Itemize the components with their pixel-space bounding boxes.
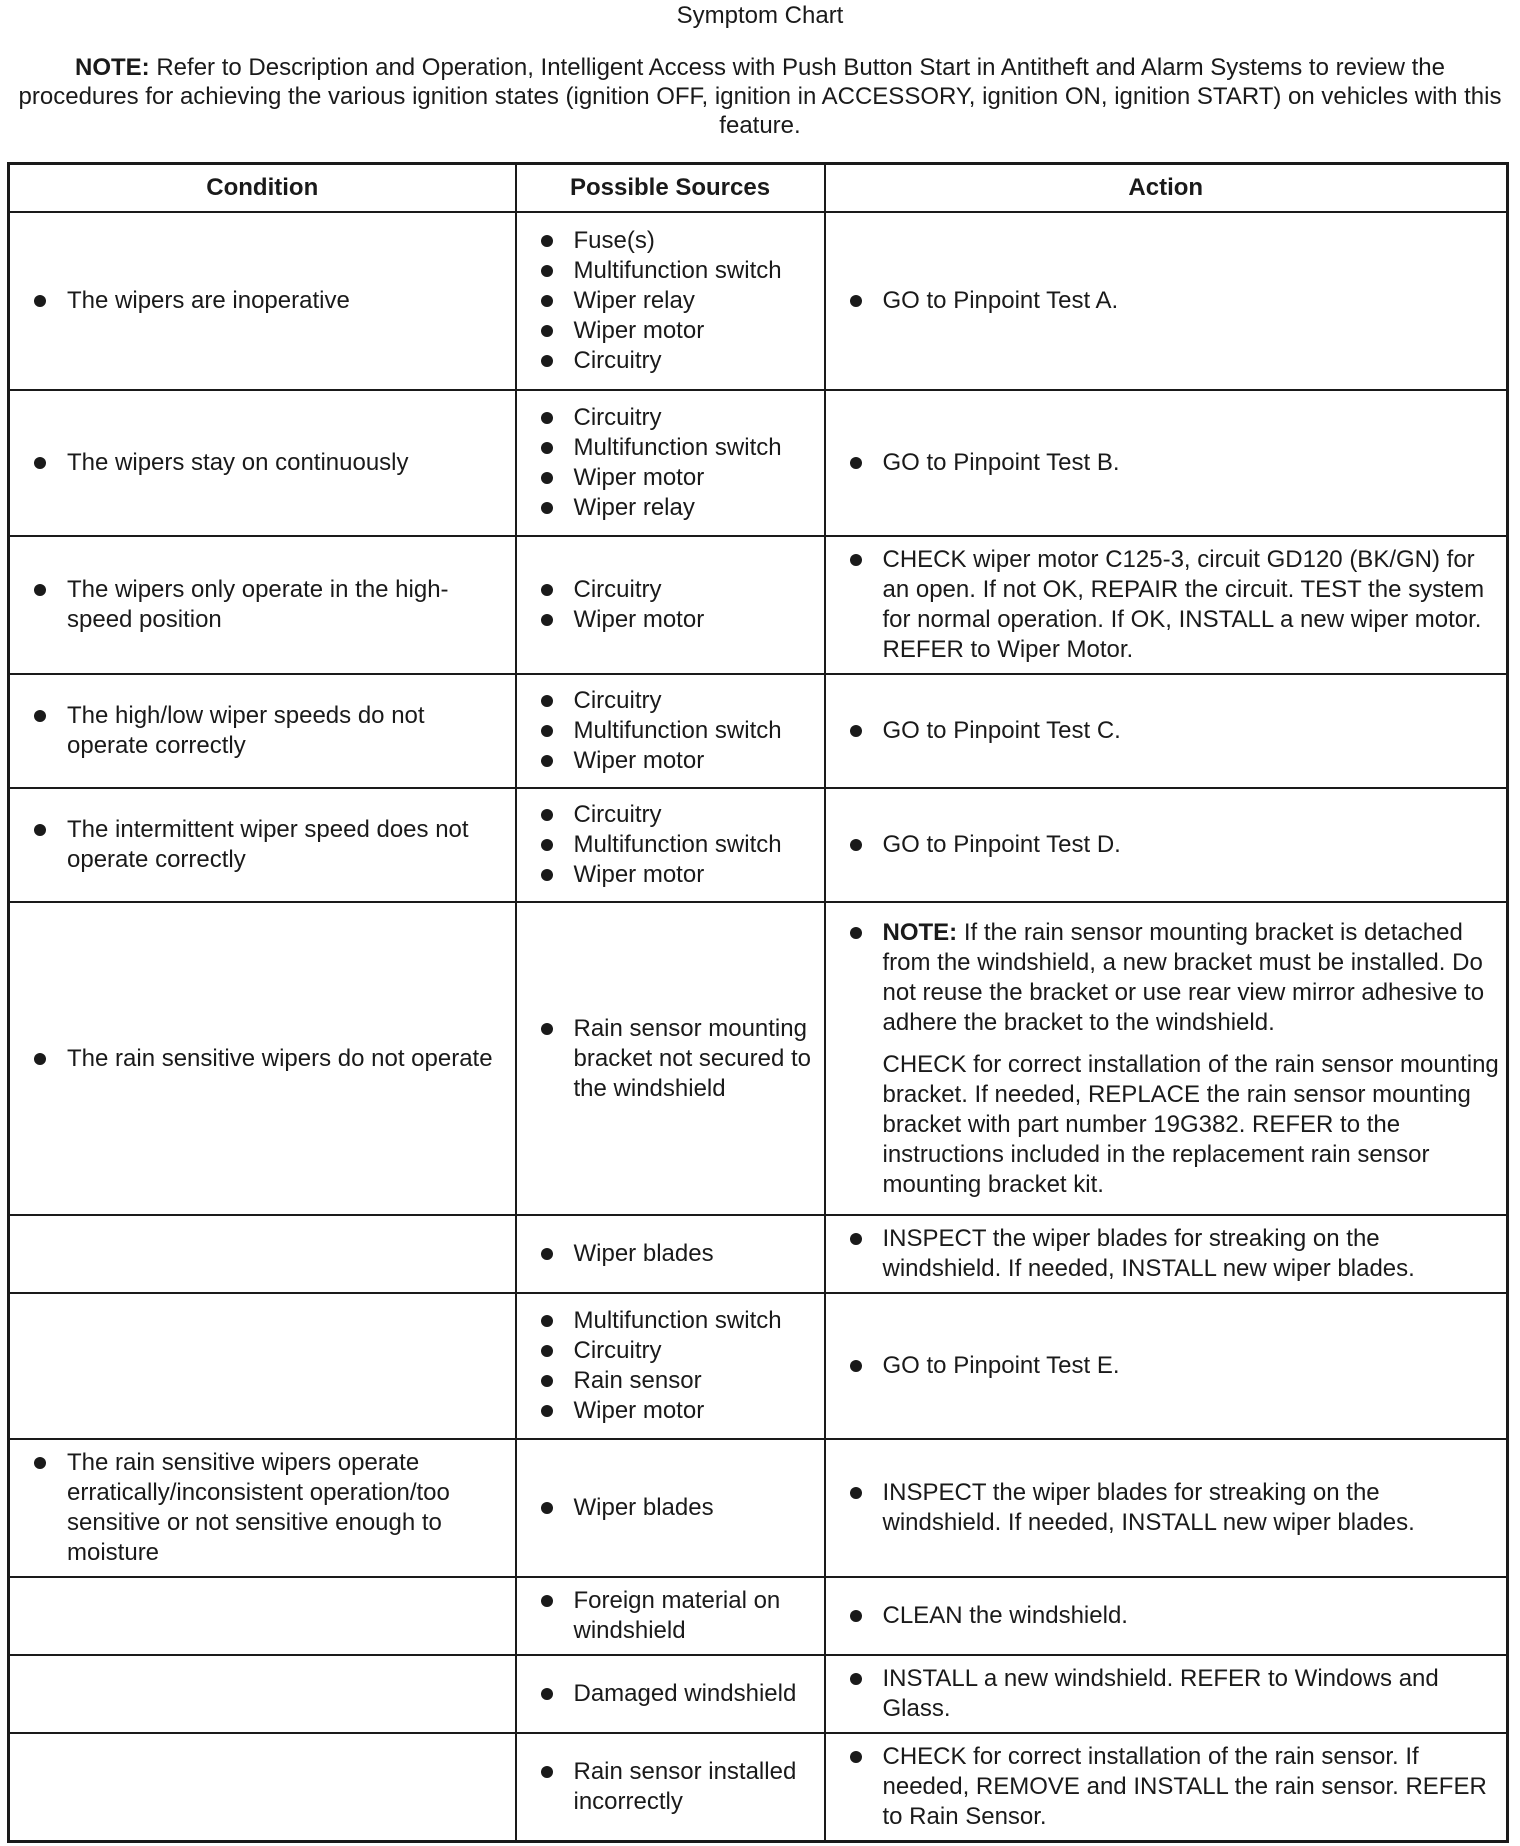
source-item: Circuitry — [541, 403, 820, 433]
source-item: Multifunction switch — [541, 1306, 820, 1336]
action-item — [850, 286, 1503, 316]
table-row — [9, 1733, 1508, 1841]
action-text: GO to Pinpoint Test A. — [882, 287, 1119, 314]
note-label: NOTE: — [75, 54, 150, 81]
table-row — [9, 1577, 1508, 1655]
action-item — [850, 830, 1503, 860]
action-text: CHECK for correct installation of the rain sensor mounting bracket. If needed, REPLACE the rain sensor mounting bracket with part number 19G382. REFER to the instructions included in the replacement rain sensor mounting bracket kit. — [882, 1050, 1499, 1198]
condition-cell — [9, 1655, 516, 1733]
table-row — [9, 1215, 1508, 1293]
condition-cell — [9, 536, 516, 674]
source-item: Multifunction switch — [541, 256, 820, 286]
action-item — [850, 1224, 1503, 1284]
table-body — [9, 212, 1508, 1841]
table-row — [9, 674, 1508, 788]
action-text: CLEAN the windshield. — [882, 1602, 1128, 1629]
sources-cell — [516, 1577, 825, 1655]
action-cell — [825, 390, 1508, 536]
source-item: Wiper motor — [541, 1396, 820, 1426]
page-title: Symptom Chart — [676, 2, 844, 29]
sources-cell — [516, 902, 825, 1215]
source-item: Wiper relay — [541, 493, 820, 523]
source-item: Wiper motor — [541, 860, 820, 890]
action-cell — [825, 674, 1508, 788]
source-item: Multifunction switch — [541, 716, 820, 746]
source-item: Multifunction switch — [541, 830, 820, 860]
header-row — [9, 164, 1508, 213]
action-cell — [825, 1439, 1508, 1577]
sources-cell — [516, 1293, 825, 1439]
note-text: Refer to Description and Operation, Intelligent Access with Push Button Start in Antitheft and Alarm Systems to review the procedures for achieving the various ignition states (ignition OFF, ignition in ACCESSORY, ignition ON, ignition START) on vehicles with this feature. — [18, 54, 1502, 139]
action-text: GO to Pinpoint Test E. — [882, 1352, 1120, 1379]
source-item: Wiper blades — [541, 1239, 820, 1269]
action-cell — [825, 212, 1508, 390]
action-cell — [825, 1655, 1508, 1733]
condition-cell — [9, 212, 516, 390]
condition-cell — [9, 1577, 516, 1655]
sources-cell — [516, 674, 825, 788]
symptom-chart-table — [7, 162, 1509, 1843]
table-row — [9, 1655, 1508, 1733]
action-item — [850, 716, 1503, 746]
source-item: Wiper motor — [541, 316, 820, 346]
header-action: Action — [825, 164, 1508, 213]
condition-text: The intermittent wiper speed does not operate correctly — [34, 815, 511, 875]
action-item — [850, 1351, 1503, 1381]
table-row — [9, 390, 1508, 536]
action-note-text: If the rain sensor mounting bracket is detached from the windshield, a new bracket must be installed. Do not reuse the bracket or use rear view mirror adhesive to adhere the bracket to the windshield. — [882, 918, 1485, 1036]
header-possible-sources: Possible Sources — [516, 164, 825, 213]
action-item — [850, 918, 1503, 1200]
action-text: GO to Pinpoint Test C. — [882, 717, 1121, 744]
condition-cell — [9, 1293, 516, 1439]
condition-text: The wipers only operate in the high-speed position — [34, 575, 511, 635]
action-cell — [825, 1733, 1508, 1841]
sources-cell — [516, 212, 825, 390]
action-text: GO to Pinpoint Test D. — [882, 831, 1121, 858]
condition-text: The wipers stay on continuously — [34, 448, 511, 478]
condition-cell — [9, 902, 516, 1215]
sources-cell — [516, 1439, 825, 1577]
source-item: Fuse(s) — [541, 226, 820, 256]
source-item: Wiper motor — [541, 463, 820, 493]
condition-cell — [9, 1439, 516, 1577]
action-cell — [825, 1215, 1508, 1293]
action-cell — [825, 902, 1508, 1215]
sources-cell — [516, 1655, 825, 1733]
source-item: Foreign material on windshield — [541, 1586, 820, 1646]
source-item: Circuitry — [541, 346, 820, 376]
table-row — [9, 902, 1508, 1215]
action-text: CHECK wiper motor C125-3, circuit GD120 (BK/GN) for an open. If not OK, REPAIR the circuit. TEST the system for normal operation. If OK, INSTALL a new wiper motor. REFER to Wiper Motor. — [882, 546, 1485, 663]
condition-text: The rain sensitive wipers operate erratically/inconsistent operation/too sensitive or not sensitive enough to moisture — [34, 1448, 511, 1568]
source-item: Rain sensor installed incorrectly — [541, 1757, 820, 1817]
source-item: Rain sensor mounting bracket not secured to the windshield — [541, 1014, 820, 1104]
source-item: Wiper relay — [541, 286, 820, 316]
header-condition: Condition — [9, 164, 516, 213]
action-note-label: NOTE: — [882, 918, 958, 946]
condition-text: The high/low wiper speeds do not operate correctly — [34, 701, 511, 761]
source-item: Wiper blades — [541, 1493, 820, 1523]
source-item: Circuitry — [541, 686, 820, 716]
intro-note — [18, 53, 1502, 140]
condition-cell — [9, 788, 516, 902]
table-row — [9, 536, 1508, 674]
action-text: CHECK for correct installation of the rain sensor. If needed, REMOVE and INSTALL the rain sensor. REFER to Rain Sensor. — [882, 1742, 1487, 1830]
action-cell — [825, 1577, 1508, 1655]
sources-cell — [516, 788, 825, 902]
condition-text: The wipers are inoperative — [34, 286, 511, 316]
action-text: INSTALL a new windshield. REFER to Windows and Glass. — [882, 1665, 1439, 1722]
source-item: Multifunction switch — [541, 433, 820, 463]
action-cell — [825, 788, 1508, 902]
source-item: Wiper motor — [541, 605, 820, 635]
action-item — [850, 1478, 1503, 1538]
table-row — [9, 1293, 1508, 1439]
sources-cell — [516, 390, 825, 536]
action-item — [850, 545, 1503, 665]
table-row — [9, 788, 1508, 902]
sources-cell — [516, 536, 825, 674]
action-item — [850, 1664, 1503, 1724]
sources-cell — [516, 1215, 825, 1293]
action-note — [883, 918, 1503, 1038]
table-row — [9, 1439, 1508, 1577]
action-cell — [825, 536, 1508, 674]
action-text: INSPECT the wiper blades for streaking on the windshield. If needed, INSTALL new wiper blades. — [882, 1225, 1415, 1282]
source-item: Damaged windshield — [541, 1679, 820, 1709]
condition-cell — [9, 390, 516, 536]
action-item — [850, 448, 1503, 478]
condition-cell — [9, 1733, 516, 1841]
action-cell — [825, 1293, 1508, 1439]
condition-text: The rain sensitive wipers do not operate — [34, 1044, 511, 1074]
condition-cell — [9, 674, 516, 788]
action-text: GO to Pinpoint Test B. — [882, 449, 1120, 476]
source-item: Circuitry — [541, 800, 820, 830]
action-item — [850, 1601, 1503, 1631]
table-row — [9, 212, 1508, 390]
action-item — [850, 1742, 1503, 1832]
condition-cell — [9, 1215, 516, 1293]
source-item: Wiper motor — [541, 746, 820, 776]
source-item: Rain sensor — [541, 1366, 820, 1396]
action-text: INSPECT the wiper blades for streaking on the windshield. If needed, INSTALL new wiper blades. — [882, 1479, 1415, 1536]
sources-cell — [516, 1733, 825, 1841]
source-item: Circuitry — [541, 1336, 820, 1366]
source-item: Circuitry — [541, 575, 820, 605]
